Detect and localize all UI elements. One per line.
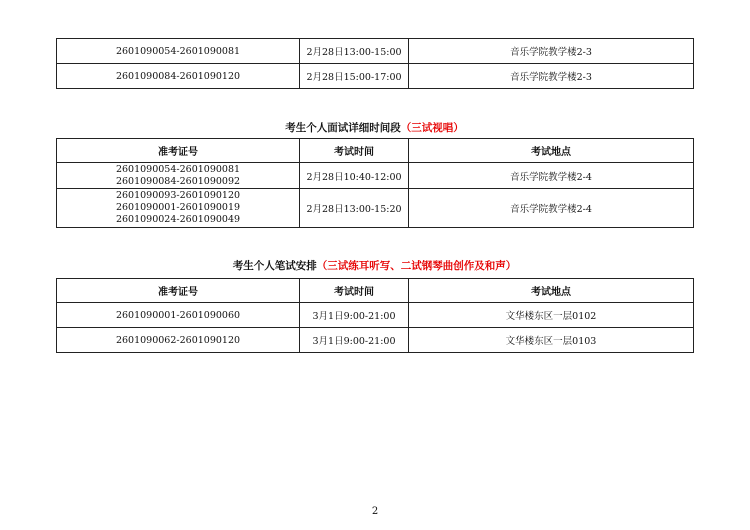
id-range-cell: 2601090084-2601090120	[57, 64, 300, 89]
id-range-cell: 2601090054-2601090081	[57, 39, 300, 64]
id-range-cell: 2601090001-2601090060	[57, 303, 300, 328]
place-cell: 音乐学院教学楼2-4	[409, 163, 694, 189]
schedule-table-continued	[56, 38, 694, 89]
page-number: 2	[371, 506, 379, 517]
written-exam-table	[56, 278, 694, 353]
header-exam-time: 考试时间	[300, 139, 409, 163]
time-cell: 2月28日13:00-15:20	[300, 189, 409, 228]
table-row	[57, 39, 694, 64]
header-exam-id: 准考证号	[57, 139, 300, 163]
section-title-main: 考生个人笔试安排	[232, 260, 317, 272]
section-title-highlight: （三试练耳听写、二试钢琴曲创作及和声）	[316, 260, 517, 272]
table-row	[57, 189, 694, 228]
header-exam-time: 考试时间	[300, 279, 409, 303]
id-range: 2601090084-2601090092	[115, 175, 241, 187]
time-cell: 2月28日10:40-12:00	[300, 163, 409, 189]
id-range-cell	[57, 189, 300, 228]
table-header-row	[57, 139, 694, 163]
place-cell: 音乐学院教学楼2-4	[409, 189, 694, 228]
place-cell: 音乐学院教学楼2-3	[409, 64, 694, 89]
id-range-cell	[57, 163, 300, 189]
section-title-written	[56, 258, 693, 273]
table-row	[57, 64, 694, 89]
table-header-row	[57, 279, 694, 303]
section-title-main: 考生个人面试详细时间段	[285, 122, 401, 134]
id-range-cell: 2601090062-2601090120	[57, 328, 300, 353]
table-row	[57, 328, 694, 353]
table-row	[57, 163, 694, 189]
id-range: 2601090024-2601090049	[115, 214, 241, 225]
time-cell: 2月28日13:00-15:00	[300, 39, 409, 64]
time-cell: 3月1日9:00-21:00	[300, 303, 409, 328]
place-cell: 文华楼东区一层0103	[409, 328, 694, 353]
id-range: 2601090001-2601090019	[115, 202, 241, 213]
time-cell: 2月28日15:00-17:00	[300, 64, 409, 89]
section-title-interview	[56, 120, 693, 135]
table-row	[57, 303, 694, 328]
place-cell: 音乐学院教学楼2-3	[409, 39, 694, 64]
id-range: 2601090093-2601090120	[115, 190, 241, 201]
header-exam-place: 考试地点	[409, 279, 694, 303]
header-exam-id: 准考证号	[57, 279, 300, 303]
section-title-highlight: （三试视唱）	[400, 122, 464, 134]
interview-schedule-table	[56, 138, 694, 228]
time-cell: 3月1日9:00-21:00	[300, 328, 409, 353]
place-cell: 文华楼东区一层0102	[409, 303, 694, 328]
header-exam-place: 考试地点	[409, 139, 694, 163]
id-range: 2601090054-2601090081	[115, 163, 241, 175]
